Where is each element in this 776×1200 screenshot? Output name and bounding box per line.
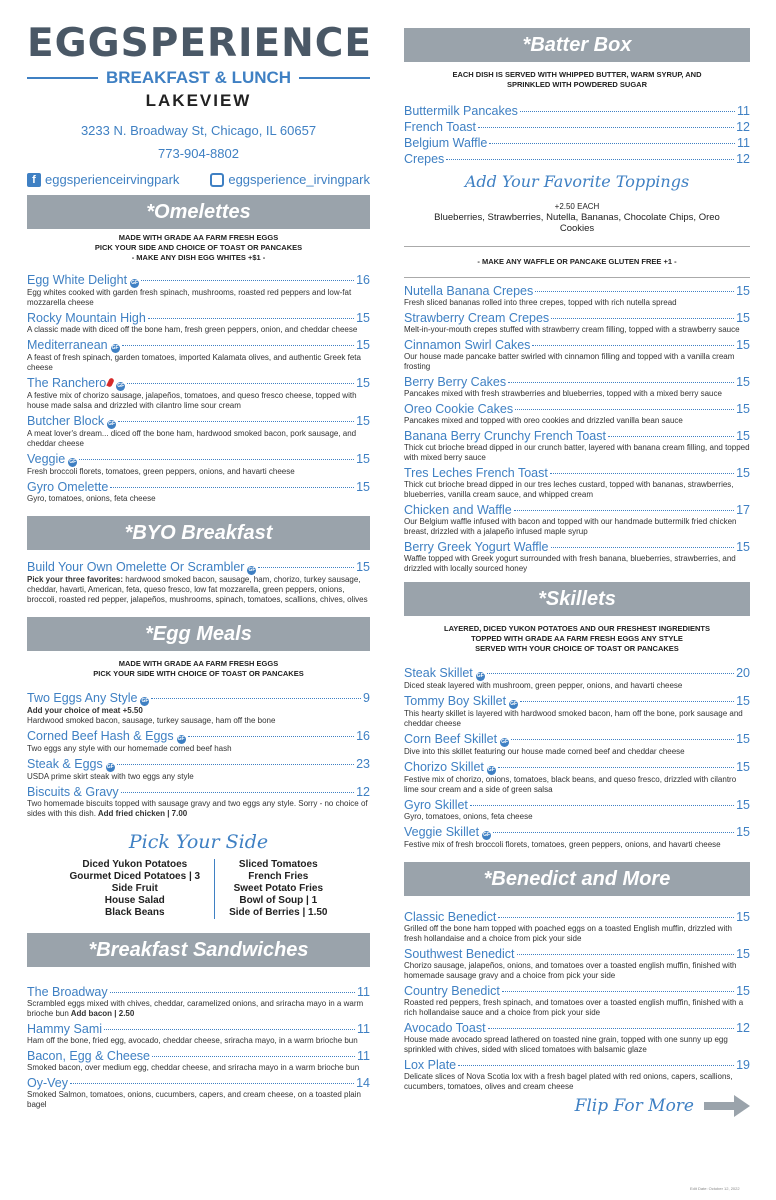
menu-item[interactable] — [404, 503, 750, 537]
item-description: Smoked Salmon, tomatoes, onions, cucumbers, capers, and cream cheese, on a toasted plain bagel — [27, 1090, 361, 1109]
item-description: Ham off the bone, fried egg, avocado, cheddar cheese, sriracha mayo, in a warm brioche bun — [27, 1036, 358, 1045]
item-price: 11 — [357, 1049, 370, 1063]
item-description: Gyro, tomatoes, onions, feta cheese — [404, 812, 533, 821]
note-line: PICK YOUR SIDE WITH CHOICE OF TOAST OR PANCAKES — [93, 669, 304, 678]
menu-item[interactable] — [404, 798, 750, 822]
item-name: Hammy Sami — [27, 1022, 103, 1036]
item-price: 15 — [736, 338, 750, 352]
leader-dots — [478, 127, 734, 128]
item-name: Cinnamon Swirl Cakes — [404, 338, 531, 352]
item-description: Our house made pancake batter swirled with cinnamon filling and topped with a vanilla cream frosting — [404, 352, 735, 371]
item-name: French Toast — [404, 120, 477, 134]
menu-item[interactable] — [404, 732, 750, 757]
item-name: The Ranchero — [27, 376, 107, 390]
item-description: Grilled off the bone ham topped with poached eggs on a toasted English muffin, drizzled with fresh hollandaise and a choice from pick your side — [404, 924, 732, 943]
desc-text: Two homemade biscuits topped with sausage gravy and two eggs any style. Sorry - no choice of sides with this dish. — [27, 799, 368, 818]
menu-item[interactable] — [27, 729, 370, 754]
side-item: French Fries — [248, 871, 309, 882]
item-name: Tommy Boy Skillet — [404, 694, 507, 708]
menu-item[interactable] — [404, 825, 750, 850]
item-price: 19 — [736, 1058, 750, 1072]
rule-right — [299, 77, 370, 79]
item-price: 14 — [356, 1076, 370, 1090]
item-description — [27, 999, 370, 1019]
item-price: 11 — [737, 104, 750, 118]
leader-dots — [489, 143, 735, 144]
item-name: Berry Berry Cakes — [404, 375, 507, 389]
skillets-note — [404, 624, 750, 654]
arrow-right-icon — [704, 1095, 750, 1117]
item-description: Diced steak layered with mushroom, green pepper, onions, and havarti cheese — [404, 681, 683, 690]
item-description: Pancakes mixed with fresh strawberries and blueberries, topped with a mixed berry sauce — [404, 389, 722, 398]
item-name: Biscuits & Gravy — [27, 785, 119, 799]
leader-dots — [117, 764, 354, 765]
note-line: MADE WITH GRADE AA FARM FRESH EGGS — [118, 659, 279, 668]
divider — [404, 277, 750, 278]
menu-item[interactable] — [404, 136, 750, 150]
note-line: LAYERED, DICED YUKON POTATOES AND OUR FRESHEST INGREDIENTS — [443, 624, 710, 633]
item-price: 11 — [737, 136, 750, 150]
toppings-block — [404, 201, 750, 234]
item-name: Corn Beef Skillet — [404, 732, 498, 746]
item-price: 17 — [736, 503, 750, 517]
leader-dots — [535, 291, 734, 292]
item-description: Melt-in-your-mouth crepes stuffed with strawberry cream filling, topped with a strawberry sauce — [404, 325, 740, 334]
gluten-free-icon: GF — [487, 767, 495, 773]
item-price: 15 — [736, 798, 750, 812]
instagram-link[interactable] — [210, 172, 370, 187]
item-price: 15 — [356, 560, 370, 574]
menu-item[interactable] — [27, 376, 370, 411]
toppings-title: Add Your Favorite Toppings — [464, 172, 690, 191]
leader-dots — [488, 1028, 735, 1029]
item-price: 15 — [736, 540, 750, 554]
leader-dots — [110, 992, 355, 993]
gluten-free-icon: GF — [108, 421, 116, 427]
item-description: Chorizo sausage, jalapeños, onions, and tomatoes over a toasted english muffin, finished with homemade sausage gravy and a choice from pick your side — [404, 961, 737, 980]
gluten-free-note: - MAKE ANY WAFFLE OR PANCAKE GLUTEN FREE +1 - — [477, 257, 677, 266]
item-description: Smoked bacon, over medium egg, cheddar cheese, and sriracha mayo in a warm brioche bun — [27, 1063, 360, 1072]
benedict-list — [404, 910, 750, 1092]
item-price: 11 — [357, 1022, 370, 1036]
item-name: Gyro Omelette — [27, 480, 109, 494]
leader-dots — [551, 318, 734, 319]
desc-addon: Add fried chicken | 7.00 — [95, 809, 188, 818]
item-name: Egg White Delight — [27, 273, 128, 287]
item-name: Oreo Cookie Cakes — [404, 402, 514, 416]
menu-item[interactable] — [404, 666, 750, 691]
menu-item[interactable] — [27, 1022, 370, 1046]
leader-dots — [70, 1083, 354, 1084]
sandwiches-banner: *Breakfast Sandwiches — [27, 933, 370, 967]
item-name: Mediterranean — [27, 338, 108, 352]
item-name: Tres Leches French Toast — [404, 466, 548, 480]
side-item: Black Beans — [105, 907, 165, 918]
item-name: Rocky Mountain High — [27, 311, 146, 325]
item-description: A classic made with diced off the bone ham, fresh green peppers, onion, and cheddar cheese — [27, 325, 358, 334]
item-name: The Broadway — [27, 985, 108, 999]
leader-dots — [498, 917, 734, 918]
brand-name: EGGSPERIENCE — [27, 21, 373, 66]
flip-for-more[interactable] — [404, 1095, 750, 1117]
byo-banner: *BYO Breakfast — [27, 516, 370, 550]
menu-item[interactable] — [27, 560, 370, 605]
benedict-banner: *Benedict and More — [404, 862, 750, 896]
skillets-list — [404, 666, 750, 850]
item-price: 16 — [356, 729, 370, 743]
phone[interactable]: 773-904-8802 — [158, 146, 239, 161]
leader-dots — [498, 767, 734, 768]
item-name: Steak Skillet — [404, 666, 473, 680]
leader-dots — [520, 701, 734, 702]
leader-dots — [188, 736, 354, 737]
leader-dots — [487, 673, 734, 674]
item-name: Corned Beef Hash & Eggs — [27, 729, 174, 743]
item-price: 15 — [356, 311, 370, 325]
leader-dots — [258, 567, 354, 568]
edit-date: Edit Date: October 12, 2022 — [690, 1186, 740, 1191]
item-price: 15 — [736, 732, 750, 746]
menu-item[interactable] — [27, 338, 370, 373]
rule-left — [27, 77, 98, 79]
leader-dots — [511, 739, 734, 740]
batter-basics — [404, 104, 750, 166]
omelettes-banner: *Omelettes — [27, 195, 370, 229]
menu-item[interactable] — [27, 691, 370, 726]
item-price: 15 — [736, 694, 750, 708]
leader-dots — [148, 318, 354, 319]
menu-item[interactable] — [404, 1058, 750, 1092]
item-name: Classic Benedict — [404, 910, 497, 924]
byo-options: hardwood smoked bacon, sausage, ham, chorizo, turkey sausage, cheddar, havarti, American, feta, queso fresco, low fat mozzarella, green peppers, onions, broccoli, roasted red pepper, jalapeños, mushrooms, spinach, tomatoes, scallions, chives, olives — [27, 575, 368, 604]
item-description: Thick cut brioche bread dipped in our tres leches custard, topped with bananas, strawberries, blueberries, vanilla cream sauce, and whipped cream — [404, 480, 734, 499]
leader-dots — [493, 832, 734, 833]
side-item: Sliced Tomatoes — [238, 859, 318, 870]
item-price: 15 — [736, 375, 750, 389]
item-name: Buttermilk Pancakes — [404, 104, 518, 118]
note-line: PICK YOUR SIDE AND CHOICE OF TOAST OR PANCAKES — [94, 243, 303, 252]
item-name: Butcher Block — [27, 414, 105, 428]
item-name: Veggie Skillet — [404, 825, 480, 839]
item-price: 15 — [736, 984, 750, 998]
item-price: 15 — [736, 429, 750, 443]
facebook-icon: f — [27, 173, 41, 187]
logo — [27, 21, 373, 111]
item-name: Belgium Waffle — [404, 136, 488, 150]
item-name: Nutella Banana Crepes — [404, 284, 534, 298]
item-description: Roasted red peppers, fresh spinach, and tomatoes over a toasted english muffin, finished with a rich hollandaise sauce and a choice from pick your side — [404, 998, 744, 1017]
item-description: Two eggs any style with our homemade corned beef hash — [27, 744, 232, 753]
item-description: Thick cut brioche bread dipped in our crunch batter, layered with banana cream filling, and topped with mixed berry sauce — [404, 443, 750, 462]
leader-dots — [104, 1029, 355, 1030]
item-price: 12 — [356, 785, 370, 799]
item-description: Festive mix of fresh broccoli florets, tomatoes, green peppers, onions, and havarti cheese — [404, 840, 721, 849]
brand-tagline-row — [27, 68, 370, 88]
item-description — [27, 799, 370, 819]
item-description: Fresh broccoli florets, tomatoes, green peppers, onions, and havarti cheese — [27, 467, 295, 476]
contact-block — [27, 121, 370, 163]
leader-dots — [446, 159, 734, 160]
spicy-pepper-icon — [107, 377, 115, 387]
item-price: 12 — [736, 120, 750, 134]
instagram-handle: eggsperience_irvingpark — [228, 172, 370, 187]
item-description: This hearty skillet is layered with hardwood smoked bacon, ham off the bone, pork sausage and cheddar cheese — [404, 709, 743, 728]
item-description: House made avocado spread lathered on toasted nine grain, topped with one sunny up egg sprinkled with chives, sided with sliced tomatoes with balsamic glaze — [404, 1035, 728, 1054]
leader-dots — [110, 487, 354, 488]
omelettes-list — [27, 273, 370, 504]
menu-item[interactable] — [404, 104, 750, 118]
leader-dots — [508, 382, 734, 383]
item-name: Chorizo Skillet — [404, 760, 484, 774]
leader-dots — [127, 383, 354, 384]
toppings-price: +2.50 EACH — [554, 202, 600, 211]
item-price: 15 — [736, 284, 750, 298]
item-price: 23 — [356, 757, 370, 771]
side-item: House Salad — [104, 895, 165, 906]
item-price: 15 — [356, 452, 370, 466]
note-line: SPRINKLED WITH POWDERED SUGAR — [506, 80, 647, 89]
social-links — [27, 172, 370, 187]
omelettes-note — [27, 233, 370, 263]
item-price: 15 — [736, 947, 750, 961]
item-name: Avocado Toast — [404, 1021, 486, 1035]
leader-dots — [152, 1056, 355, 1057]
leader-dots — [532, 345, 734, 346]
gluten-free-icon: GF — [141, 698, 149, 704]
note-line: - MAKE ANY DISH EGG WHITES +$1 - — [131, 253, 266, 262]
gluten-free-icon: GF — [248, 567, 256, 573]
menu-item[interactable] — [404, 947, 750, 981]
item-name: Two Eggs Any Style — [27, 691, 138, 705]
menu-item[interactable] — [27, 1049, 370, 1073]
item-description: Our Belgium waffle infused with bacon and topped with our handmade buttermilk fried chicken breast, drizzled with a jalapeño infused maple syrup — [404, 517, 737, 536]
menu-item[interactable] — [27, 273, 370, 308]
note-line: MADE WITH GRADE AA FARM FRESH EGGS — [118, 233, 279, 242]
item-description: A festive mix of chorizo sausage, jalapeños, tomatoes, and queso fresco cheese, topped with house made salsa and drizzled with cilantro lime sour cream — [27, 391, 357, 410]
gluten-free-icon: GF — [106, 764, 114, 770]
gluten-free-icon: GF — [69, 459, 77, 465]
item-price: 15 — [736, 466, 750, 480]
sides-list — [27, 859, 370, 919]
leader-dots — [551, 547, 735, 548]
leader-dots — [122, 345, 354, 346]
item-name: Banana Berry Crunchy French Toast — [404, 429, 606, 443]
item-description: A meat lover's dream... diced off the bone ham, hardwood smoked bacon, pork sausage, and cheddar cheese — [27, 429, 357, 448]
item-price: 9 — [363, 691, 370, 705]
item-description — [27, 575, 370, 605]
toppings-list: Blueberries, Strawberries, Nutella, Bananas, Chocolate Chips, Oreo Cookies — [434, 212, 720, 234]
leader-dots — [520, 111, 735, 112]
menu-item[interactable] — [27, 452, 370, 477]
item-name: Gyro Skillet — [404, 798, 468, 812]
menu-item[interactable] — [404, 402, 750, 426]
menu-item[interactable] — [27, 311, 370, 335]
item-description: Delicate slices of Nova Scotia lox with a fresh bagel plated with red onions, capers, scallions, cucumbers, tomatoes, olives and cream cheese — [404, 1072, 733, 1091]
brand-location: LAKEVIEW — [145, 91, 252, 110]
left-column — [27, 0, 373, 1113]
item-name: Country Benedict — [404, 984, 500, 998]
gluten-free-icon: GF — [131, 280, 139, 286]
menu-item[interactable] — [404, 694, 750, 729]
item-price: 12 — [736, 152, 750, 166]
item-description: Hardwood smoked bacon, sausage, turkey sausage, ham off the bone — [27, 716, 276, 725]
menu-item[interactable] — [404, 120, 750, 134]
sides-column-2 — [215, 859, 341, 919]
menu-item[interactable] — [27, 985, 370, 1019]
item-description: Pancakes mixed and topped with oreo cookies and drizzled vanilla bean sauce — [404, 416, 683, 425]
leader-dots — [608, 436, 734, 437]
menu-item[interactable] — [404, 1021, 750, 1055]
address: 3233 N. Broadway St, Chicago, IL 60657 — [80, 123, 317, 138]
item-name: Chicken and Waffle — [404, 503, 512, 517]
item-price: 20 — [736, 666, 750, 680]
note-line: EACH DISH IS SERVED WITH WHIPPED BUTTER, WARM SYRUP, AND — [452, 70, 702, 79]
gluten-free-icon: GF — [177, 736, 185, 742]
item-description: Gyro, tomatoes, onions, feta cheese — [27, 494, 156, 503]
menu-item[interactable] — [404, 429, 750, 463]
item-price: 15 — [356, 338, 370, 352]
desc-text: Scrambled eggs mixed with chives, cheddar, caramelized onions, and sriracha mayo in a warm brioche bun — [27, 999, 364, 1018]
item-price: 16 — [356, 273, 370, 287]
note-line: SERVED WITH YOUR CHOICE OF TOAST OR PANCAKES — [475, 644, 679, 653]
skillets-banner: *Skillets — [404, 582, 750, 616]
batter-specials — [404, 284, 750, 574]
gluten-free-icon: GF — [476, 673, 484, 679]
item-price: 15 — [736, 910, 750, 924]
side-item: Gourmet Diced Potatoes | 3 — [69, 871, 201, 882]
facebook-link[interactable] — [27, 172, 179, 187]
leader-dots — [151, 698, 361, 699]
byo-lead: Pick your three favorites: — [27, 575, 124, 584]
note-line: TOPPED WITH GRADE AA FARM FRESH EGGS ANY STYLE — [471, 634, 683, 643]
menu-item[interactable] — [27, 785, 370, 819]
menu-item[interactable] — [404, 152, 750, 166]
item-name: Strawberry Cream Crepes — [404, 311, 550, 325]
side-item: Side Fruit — [111, 883, 158, 894]
sides-title: Pick Your Side — [128, 831, 269, 853]
menu-item[interactable] — [404, 910, 750, 944]
item-description: USDA prime skirt steak with two eggs any style — [27, 772, 194, 781]
leader-dots — [121, 792, 354, 793]
menu-item[interactable] — [404, 466, 750, 500]
divider — [404, 246, 750, 247]
brand-tagline: BREAKFAST & LUNCH — [105, 68, 292, 87]
leader-dots — [517, 954, 735, 955]
item-description: A feast of fresh spinach, garden tomatoes, imported Kalamata olives, and authentic Greek feta cheese — [27, 353, 361, 372]
leader-dots — [141, 280, 354, 281]
item-description: Dive into this skillet featuring our house made corned beef and cheddar cheese — [404, 747, 685, 756]
batter-box-banner: *Batter Box — [404, 28, 750, 62]
item-extra: Add your choice of meat +5.50 — [27, 706, 143, 715]
gluten-free-icon: GF — [501, 739, 509, 745]
item-name: Crepes — [404, 152, 445, 166]
leader-dots — [470, 805, 734, 806]
egg-meals-banner: *Egg Meals — [27, 617, 370, 651]
gluten-free-icon: GF — [483, 832, 491, 838]
item-price: 15 — [736, 760, 750, 774]
side-item: Diced Yukon Potatoes — [82, 859, 188, 870]
instagram-icon — [210, 173, 224, 187]
facebook-handle: eggsperienceirvingpark — [45, 172, 180, 187]
sides-column-1 — [55, 859, 214, 919]
egg-meals-list — [27, 691, 370, 819]
menu-item[interactable] — [404, 284, 750, 308]
item-description: Waffle topped with Greek yogurt surrounded with fresh banana, blueberries, strawberries, and drizzled with locally sourced honey — [404, 554, 736, 573]
leader-dots — [118, 421, 354, 422]
item-name: Bacon, Egg & Cheese — [27, 1049, 150, 1063]
item-name: Veggie — [27, 452, 66, 466]
menu-item[interactable] — [404, 760, 750, 795]
leader-dots — [515, 409, 734, 410]
flip-label: Flip For More — [574, 1096, 694, 1116]
desc-addon: Add bacon | 2.50 — [68, 1009, 135, 1018]
batter-note — [404, 70, 750, 90]
menu-item[interactable] — [27, 480, 370, 504]
item-description: Festive mix of chorizo, onions, tomatoes, black beans, and queso fresco, drizzled with cilantro lime sour cream and a side of green salsa — [404, 775, 737, 794]
leader-dots — [502, 991, 734, 992]
item-price: 12 — [736, 1021, 750, 1035]
item-price: 11 — [357, 985, 370, 999]
menu-item[interactable] — [404, 540, 750, 574]
item-name: Steak & Eggs — [27, 757, 103, 771]
right-column — [404, 0, 750, 1117]
item-price: 15 — [736, 402, 750, 416]
item-description: Fresh sliced bananas rolled into three crepes, topped with rich nutella spread — [404, 298, 677, 307]
side-item: Sweet Potato Fries — [233, 883, 324, 894]
item-description: Egg whites cooked with garden fresh spinach, mushrooms, roasted red peppers and low-fat mozzarella cheese — [27, 288, 352, 307]
menu-item[interactable] — [27, 757, 370, 782]
item-name: Berry Greek Yogurt Waffle — [404, 540, 549, 554]
menu-item[interactable] — [27, 414, 370, 449]
item-name: Lox Plate — [404, 1058, 457, 1072]
gluten-free-icon: GF — [117, 383, 125, 389]
leader-dots — [514, 510, 734, 511]
item-price: 15 — [356, 414, 370, 428]
egg-meals-note — [27, 659, 370, 679]
side-item: Side of Berries | 1.50 — [229, 907, 328, 918]
item-price: 15 — [356, 480, 370, 494]
item-price: 15 — [736, 311, 750, 325]
side-item: Bowl of Soup | 1 — [239, 895, 318, 906]
menu-item[interactable] — [27, 1076, 370, 1110]
item-price: 15 — [356, 376, 370, 390]
menu-item[interactable] — [404, 338, 750, 372]
gluten-free-icon: GF — [111, 345, 119, 351]
item-name: Southwest Benedict — [404, 947, 515, 961]
leader-dots — [79, 459, 354, 460]
leader-dots — [550, 473, 734, 474]
menu-item[interactable] — [404, 311, 750, 335]
sandwiches-list — [27, 985, 370, 1110]
menu-item[interactable] — [404, 984, 750, 1018]
item-name: Oy-Vey — [27, 1076, 68, 1090]
item-price: 15 — [736, 825, 750, 839]
leader-dots — [458, 1065, 734, 1066]
gluten-free-icon: GF — [510, 701, 518, 707]
item-name: Build Your Own Omelette Or Scrambler — [27, 560, 245, 574]
menu-item[interactable] — [404, 375, 750, 399]
